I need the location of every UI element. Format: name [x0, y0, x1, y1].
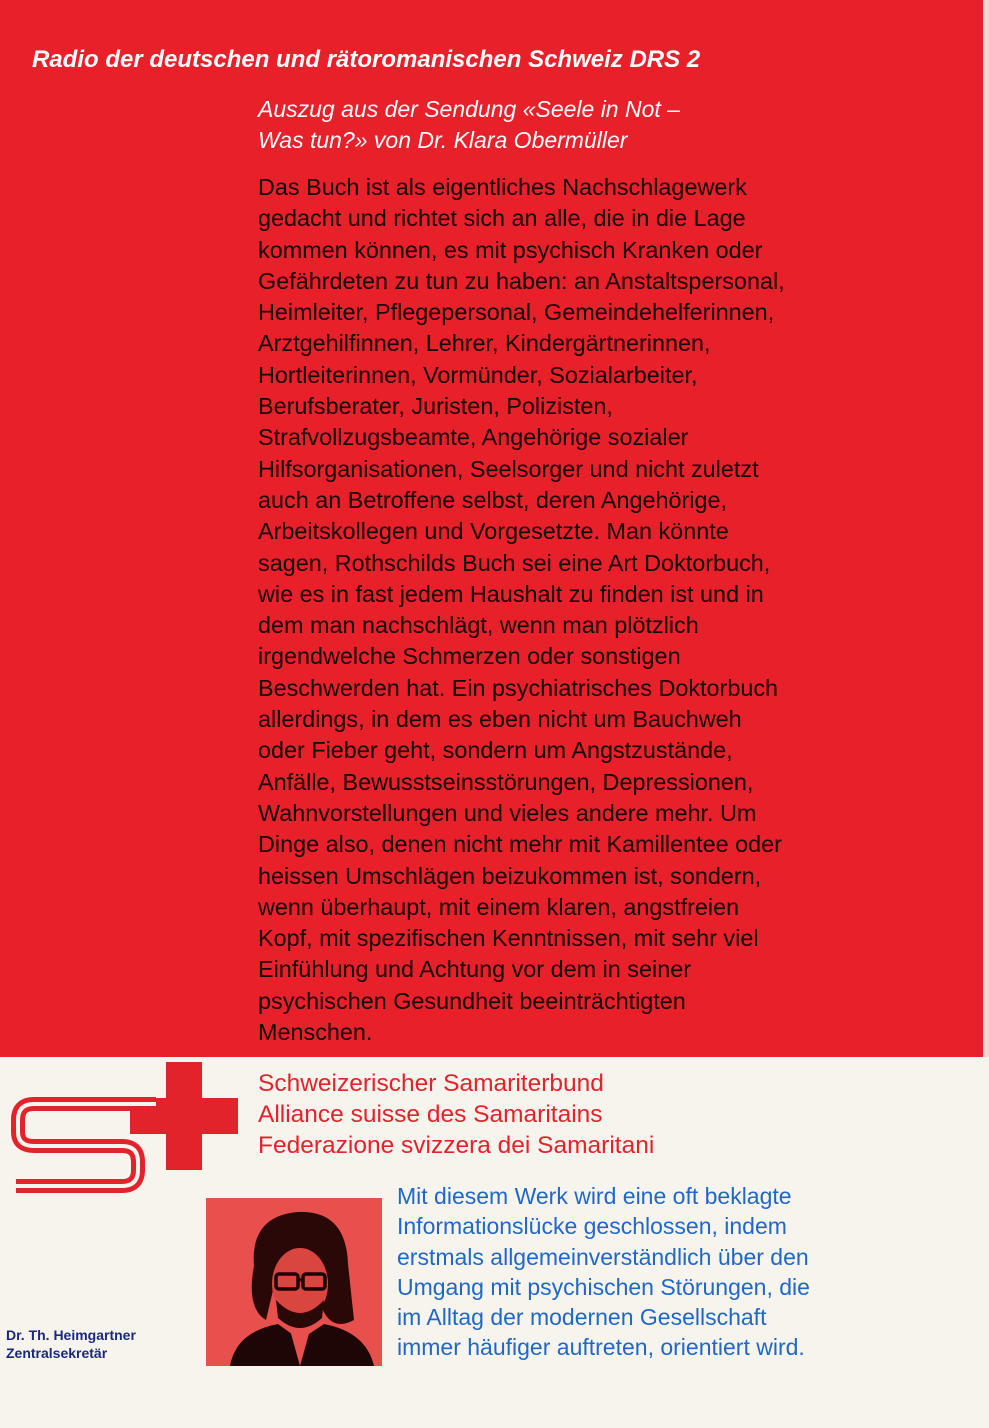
radio-header: Radio der deutschen und rätoromanischen Schweiz DRS 2	[32, 46, 701, 73]
org-name-fr: Alliance suisse des Samaritains	[258, 1101, 603, 1128]
caption-title: Zentralsekretär	[6, 1345, 108, 1361]
review-line: gedacht und richtet sich an alle, die in die Lage	[258, 205, 746, 232]
review-line: irgendwelche Schmerzen oder sonstigen	[258, 643, 681, 670]
org-name-de: Schweizerischer Samariterbund	[258, 1070, 604, 1097]
review-line: Berufsberater, Juristen, Polizisten,	[258, 393, 613, 420]
review-line: kommen können, es mit psychisch Kranken oder	[258, 236, 763, 263]
review-line: Arztgehilfinnen, Lehrer, Kindergärtnerinnen,	[258, 330, 711, 357]
review-line: Arbeitskollegen und Vorgesetzte. Man könnte	[258, 518, 729, 545]
review-line: Dinge also, denen nicht mehr mit Kamillentee oder	[258, 831, 782, 858]
review-line: Wahnvorstellungen und vieles andere mehr. Um	[258, 799, 757, 826]
review-line: dem man nachschlägt, wenn man plötzlich	[258, 612, 699, 639]
review-line: Hilfsorganisationen, Seelsorger und nicht zuletzt	[258, 455, 759, 482]
review-text	[258, 172, 978, 1048]
source-line: Auszug aus der Sendung «Seele in Not –	[258, 96, 680, 122]
caption-name: Dr. Th. Heimgartner	[6, 1327, 136, 1343]
quote-line: Informationslücke geschlossen, indem	[397, 1213, 787, 1240]
review-line: psychischen Gesundheit beeinträchtigten	[258, 987, 686, 1014]
review-line: Beschwerden hat. Ein psychiatrisches Doktorbuch	[258, 674, 779, 701]
review-line: sagen, Rothschilds Buch sei eine Art Doktorbuch,	[258, 549, 771, 576]
source-line: Was tun?» von Dr. Klara Obermüller	[258, 127, 628, 153]
review-line: allerdings, in dem es eben nicht um Bauchweh	[258, 706, 742, 733]
portrait-caption	[6, 1326, 206, 1362]
plus-cross-icon	[130, 1062, 238, 1170]
review-line: oder Fieber geht, sondern um Angstzustände,	[258, 737, 733, 764]
organisation-names	[258, 1068, 858, 1161]
quote-line: Umgang mit psychischen Störungen, die	[397, 1273, 810, 1300]
review-line: Strafvollzugsbeamte, Angehörige sozialer	[258, 424, 689, 451]
quote-line: erstmals allgemeinverständlich über den	[397, 1243, 809, 1270]
review-line: Gefährdeten zu tun zu haben: an Anstaltspersonal,	[258, 267, 785, 294]
review-line: heissen Umschlägen beizukommen ist, sondern,	[258, 862, 762, 889]
author-portrait	[206, 1198, 382, 1366]
samaritan-logo	[6, 1062, 246, 1212]
review-line: Einfühlung und Achtung vor dem in seiner	[258, 956, 692, 983]
review-line: Anfälle, Bewusstseinsstörungen, Depressionen,	[258, 768, 754, 795]
review-line: Hortleiterinnen, Vormünder, Sozialarbeiter,	[258, 361, 698, 388]
review-line: Kopf, mit spezifischen Kenntnissen, mit sehr viel	[258, 925, 759, 952]
review-line: Menschen.	[258, 1019, 373, 1046]
org-name-it: Federazione svizzera dei Samaritani	[258, 1132, 655, 1159]
review-line: Das Buch ist als eigentliches Nachschlagewerk	[258, 174, 747, 200]
review-line: wie es in fast jedem Haushalt zu finden ist und in	[258, 580, 764, 607]
review-line: auch an Betroffene selbst, deren Angehörige,	[258, 486, 728, 513]
quote-line: immer häufiger auftreten, orientiert wird.	[397, 1334, 805, 1361]
endorsement-quote	[397, 1181, 977, 1363]
review-line: Heimleiter, Pflegepersonal, Gemeindehelferinnen,	[258, 299, 775, 326]
quote-line: im Alltag der modernen Gesellschaft	[397, 1304, 767, 1331]
quote-line: Mit diesem Werk wird eine oft beklagte	[397, 1183, 792, 1209]
broadcast-source	[258, 94, 958, 156]
review-line: wenn überhaupt, mit einem klaren, angstfreien	[258, 893, 740, 920]
